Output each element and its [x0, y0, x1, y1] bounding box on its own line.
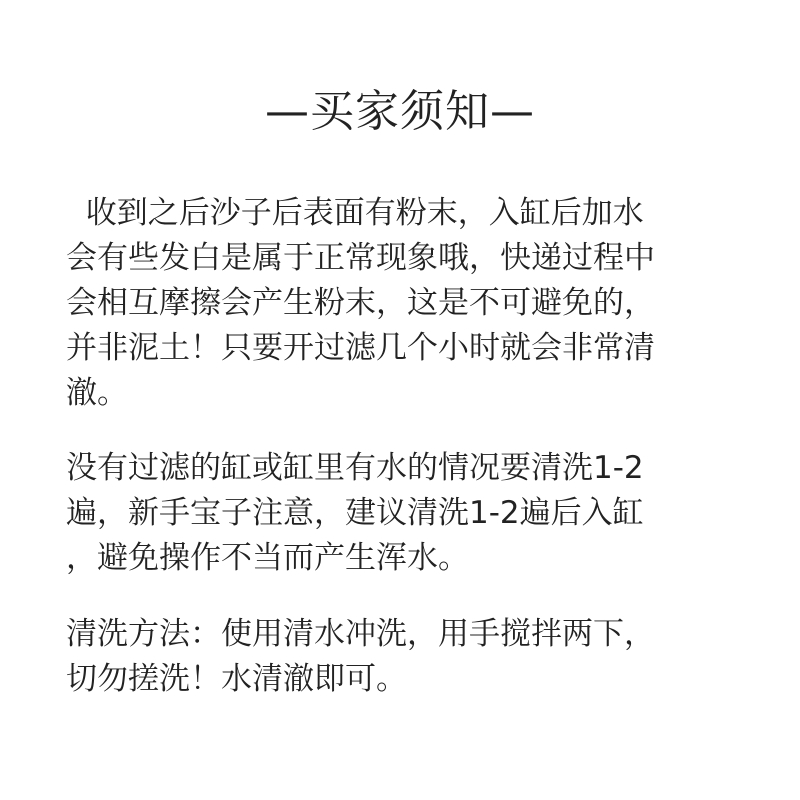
text-line: ，避免操作不当而产生浑水。 — [66, 540, 469, 576]
text-line: 并非泥土！只要开过滤几个小时就会非常清 — [66, 330, 655, 366]
text-line: 没有过滤的缸或缸里有水的情况要清洗1-2 — [66, 450, 644, 486]
page-title: —买家须知— — [265, 86, 535, 137]
text-line: 澈。 — [66, 375, 128, 411]
text-line: 收到之后沙子后表面有粉末，入缸后加水 — [66, 195, 644, 231]
text-line: 会相互摩擦会产生粉末，这是不可避免的， — [66, 285, 655, 321]
paragraph-powder-notice — [66, 191, 736, 416]
text-line: 切勿搓洗！水清澈即可。 — [66, 661, 407, 697]
text-line: 遍，新手宝子注意，建议清洗1-2遍后入缸 — [66, 495, 644, 531]
paragraph-rinse-notice — [66, 446, 736, 581]
text-line: 清洗方法：使用清水冲洗，用手搅拌两下， — [66, 616, 655, 652]
text-line: 会有些发白是属于正常现象哦，快递过程中 — [66, 240, 655, 276]
paragraph-cleaning-method — [66, 612, 736, 702]
